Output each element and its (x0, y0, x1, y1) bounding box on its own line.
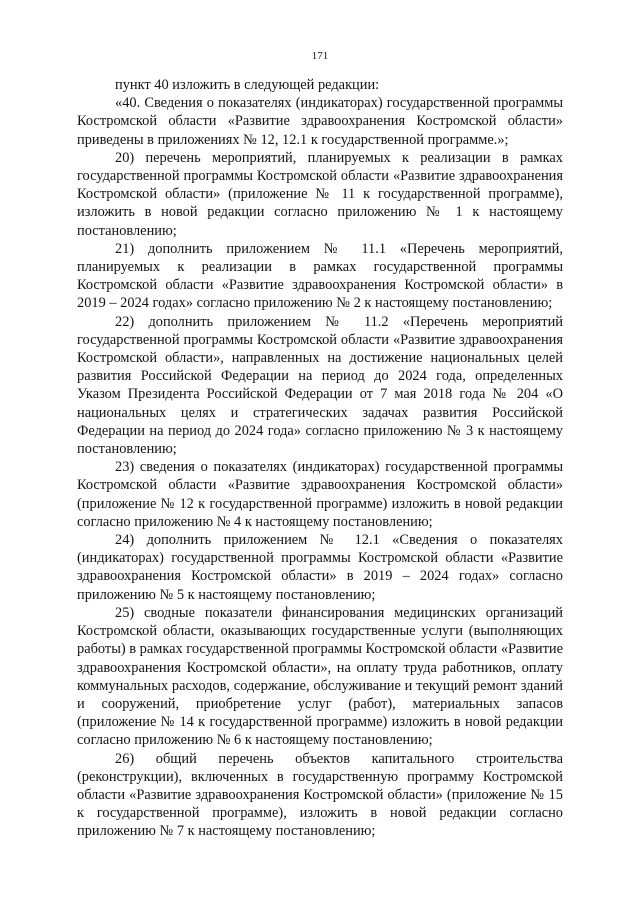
paragraph-item-25: 25) сводные показатели финансирования медицинских организаций Костромской области, оказывающих государственные услуги (выполняющих работы) в рамках государственной программы Костромской области «Развитие здравоохранения Костромской области», на оплату труда работников, оплату коммунальных расходов, содержание, обслуживание и текущий ремонт зданий и сооружений, приобретение услуг (работ), материальных запасов (приложение № 14 к государственной программе) изложить в новой редакции согласно приложению № 6 к настоящему постановлению; (77, 604, 564, 749)
paragraph-item-40: «40. Сведения о показателях (индикаторах) государственной программы Костромской области «Развитие здравоохранения Костромской области» приведены в приложениях № 12, 12.1 к государственной программе.»; (77, 95, 563, 148)
paragraph-item-26: 26) общий перечень объектов капитального строительства (реконструкции), включенных в государственную программу Костромской области «Развитие здравоохранения Костромской области» (приложение № 15 к государственной программе), изложить в новой редакции согласно приложению № 7 к настоящему постановлению; (77, 750, 563, 840)
paragraph-item-24: 24) дополнить приложением № 12.1 «Сведения о показателях (индикаторах) государственной программы Костромской области «Развитие здравоохранения Костромской области» в 2019 – 2024 годах» согласно приложению № 5 к настоящему постановлению; (77, 532, 563, 603)
paragraph-item-21: 21) дополнить приложением № 11.1 «Перечень мероприятий, планируемых к реализации в рамках государственной программы Костромской области «Развитие здравоохранения Костромской области» в 2019 – 2024 годах» согласно приложению № 2 к настоящему постановлению; (77, 240, 563, 312)
page-number: 171 (311, 50, 329, 62)
paragraph-item-23: 23) сведения о показателях (индикаторах) государственной программы Костромской области «Развитие здравоохранения Костромской области» (приложение № 12 к государственной программе) изложить в новой редакции согласно приложению № 4 к настоящему постановлению; (77, 459, 563, 530)
paragraph-item-22: 22) дополнить приложением № 11.2 «Перечень мероприятий государственной программы Костромской области «Развитие здравоохранения Костромской области», направленных на достижение национальных целей развития Российской Федерации на период до 2024 года, определенных Указом Президента Российской Федерации от 7 мая 2018 года № 204 «О национальных целях и стратегических задачах развития Российской Федерации на период до 2024 года» согласно приложению № 3 к настоящему постановлению; (77, 313, 563, 458)
paragraph-item-20: 20) перечень мероприятий, планируемых к реализации в рамках государственной программы Костромской области «Развитие здравоохранения Костромской области» (приложение № 11 к государственной программе), изложить в новой редакции согласно приложению № 1 к настоящему постановлению; (77, 149, 563, 239)
document-body (77, 76, 563, 841)
paragraph-intro: пункт 40 изложить в следующей редакции: (115, 77, 380, 93)
